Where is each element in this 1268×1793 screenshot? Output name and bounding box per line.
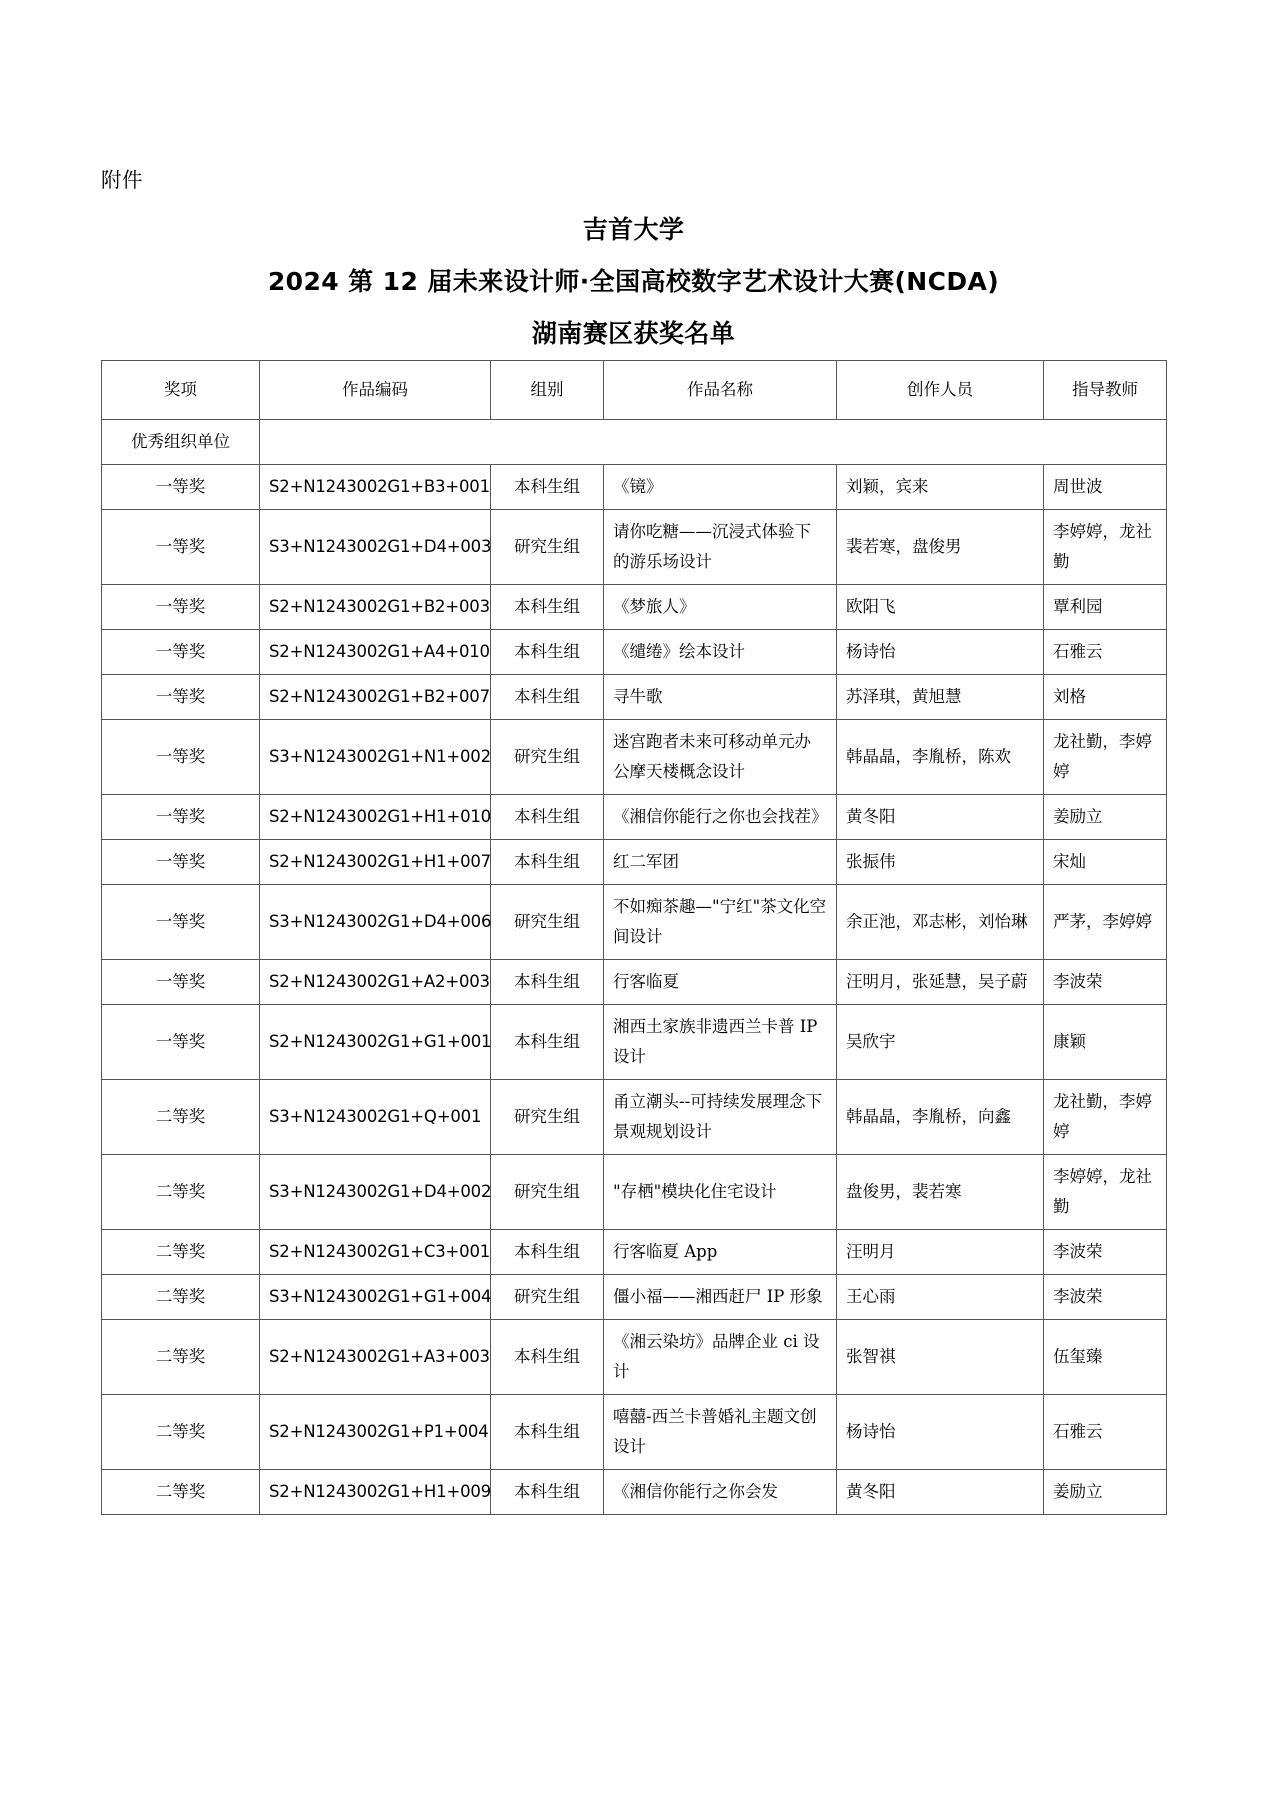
cell-award: 一等奖 bbox=[102, 840, 260, 885]
cell-group: 研究生组 bbox=[491, 510, 604, 585]
cell-creator: 余正池，邓志彬，刘怡琳 bbox=[837, 885, 1044, 960]
cell-group: 本科生组 bbox=[491, 630, 604, 675]
title-university: 吉首大学 bbox=[582, 215, 685, 244]
header-name: 作品名称 bbox=[604, 361, 837, 420]
table-row bbox=[102, 1080, 1167, 1155]
cell-code: S2+N1243002G1+B2+003 bbox=[260, 585, 491, 630]
cell-group: 本科生组 bbox=[491, 585, 604, 630]
cell-code: S3+N1243002G1+D4+003 bbox=[260, 510, 491, 585]
table-row bbox=[102, 1275, 1167, 1320]
cell-name: 行客临夏 bbox=[604, 960, 837, 1005]
table-row bbox=[102, 720, 1167, 795]
table-row bbox=[102, 1320, 1167, 1395]
cell-code: S2+N1243002G1+P1+004 bbox=[260, 1395, 491, 1470]
cell-creator: 张振伟 bbox=[837, 840, 1044, 885]
cell-award: 二等奖 bbox=[102, 1080, 260, 1155]
cell-creator: 张智祺 bbox=[837, 1320, 1044, 1395]
cell-name: 迷宫跑者未来可移动单元办公摩天楼概念设计 bbox=[604, 720, 837, 795]
cell-name: 红二军团 bbox=[604, 840, 837, 885]
cell-teacher: 龙社勤，李婷婷 bbox=[1044, 1080, 1167, 1155]
cell-creator: 吴欣宇 bbox=[837, 1005, 1044, 1080]
cell-creator: 王心雨 bbox=[837, 1275, 1044, 1320]
table-row bbox=[102, 840, 1167, 885]
table-row bbox=[102, 465, 1167, 510]
cell-group: 研究生组 bbox=[491, 1275, 604, 1320]
cell-award: 二等奖 bbox=[102, 1230, 260, 1275]
cell-merged-blank bbox=[260, 420, 1167, 465]
cell-group: 研究生组 bbox=[491, 1155, 604, 1230]
cell-creator: 裴若寒，盘俊男 bbox=[837, 510, 1044, 585]
cell-creator: 韩晶晶，李胤桥，向鑫 bbox=[837, 1080, 1044, 1155]
cell-award: 一等奖 bbox=[102, 1005, 260, 1080]
cell-code: S3+N1243002G1+D4+002 bbox=[260, 1155, 491, 1230]
cell-group: 研究生组 bbox=[491, 1080, 604, 1155]
cell-creator: 盘俊男，裴若寒 bbox=[837, 1155, 1044, 1230]
cell-code: S2+N1243002G1+G1+001 bbox=[260, 1005, 491, 1080]
cell-award: 一等奖 bbox=[102, 885, 260, 960]
cell-name: 甬立潮头--可持续发展理念下景观规划设计 bbox=[604, 1080, 837, 1155]
header-teacher: 指导教师 bbox=[1044, 361, 1167, 420]
table-row bbox=[102, 960, 1167, 1005]
cell-teacher: 李波荣 bbox=[1044, 960, 1167, 1005]
cell-award: 二等奖 bbox=[102, 1155, 260, 1230]
cell-creator: 黄冬阳 bbox=[837, 795, 1044, 840]
cell-code: S2+N1243002G1+H1+009 bbox=[260, 1470, 491, 1515]
cell-name: 请你吃糖——沉浸式体验下的游乐场设计 bbox=[604, 510, 837, 585]
table-row bbox=[102, 675, 1167, 720]
attachment-label: 附件 bbox=[101, 168, 143, 192]
cell-group: 本科生组 bbox=[491, 1395, 604, 1470]
table-body bbox=[102, 420, 1167, 1515]
document-title-block bbox=[101, 208, 1166, 356]
cell-teacher: 李婷婷，龙社勤 bbox=[1044, 510, 1167, 585]
cell-name: 寻牛歌 bbox=[604, 675, 837, 720]
cell-group: 本科生组 bbox=[491, 840, 604, 885]
cell-creator: 刘颖，宾来 bbox=[837, 465, 1044, 510]
cell-name: 《湘信你能行之你也会找茬》 bbox=[604, 795, 837, 840]
cell-code: S2+N1243002G1+B3+001 bbox=[260, 465, 491, 510]
cell-code: S2+N1243002G1+B2+007 bbox=[260, 675, 491, 720]
title-region-list: 湖南赛区获奖名单 bbox=[531, 319, 736, 348]
cell-name: 《镜》 bbox=[604, 465, 837, 510]
cell-group: 本科生组 bbox=[491, 795, 604, 840]
cell-award: 一等奖 bbox=[102, 630, 260, 675]
cell-group: 本科生组 bbox=[491, 465, 604, 510]
cell-creator: 汪明月，张延慧，吴子蔚 bbox=[837, 960, 1044, 1005]
cell-code: S3+N1243002G1+N1+002 bbox=[260, 720, 491, 795]
table-row bbox=[102, 420, 1167, 465]
table-header bbox=[102, 361, 1167, 420]
cell-code: S3+N1243002G1+Q+001 bbox=[260, 1080, 491, 1155]
cell-creator: 杨诗怡 bbox=[837, 1395, 1044, 1470]
table-header-row bbox=[102, 361, 1167, 420]
cell-teacher: 李波荣 bbox=[1044, 1275, 1167, 1320]
cell-name: 不如痴茶趣—"宁红"茶文化空间设计 bbox=[604, 885, 837, 960]
table-row bbox=[102, 1230, 1167, 1275]
cell-creator: 黄冬阳 bbox=[837, 1470, 1044, 1515]
cell-creator: 汪明月 bbox=[837, 1230, 1044, 1275]
cell-teacher: 周世波 bbox=[1044, 465, 1167, 510]
cell-name: 《湘信你能行之你会发 bbox=[604, 1470, 837, 1515]
cell-group: 本科生组 bbox=[491, 675, 604, 720]
cell-award: 一等奖 bbox=[102, 675, 260, 720]
cell-name: 《梦旅人》 bbox=[604, 585, 837, 630]
cell-teacher: 宋灿 bbox=[1044, 840, 1167, 885]
cell-code: S2+N1243002G1+H1+007 bbox=[260, 840, 491, 885]
cell-group: 研究生组 bbox=[491, 720, 604, 795]
cell-teacher: 严茅，李婷婷 bbox=[1044, 885, 1167, 960]
cell-group: 本科生组 bbox=[491, 1320, 604, 1395]
cell-name: 行客临夏 App bbox=[604, 1230, 837, 1275]
table-row bbox=[102, 1005, 1167, 1080]
cell-name: "存栖"模块化住宅设计 bbox=[604, 1155, 837, 1230]
cell-group: 本科生组 bbox=[491, 1230, 604, 1275]
cell-teacher: 龙社勤，李婷婷 bbox=[1044, 720, 1167, 795]
cell-teacher: 李婷婷，龙社勤 bbox=[1044, 1155, 1167, 1230]
cell-name: 《缱绻》绘本设计 bbox=[604, 630, 837, 675]
header-creator: 创作人员 bbox=[837, 361, 1044, 420]
cell-group: 本科生组 bbox=[491, 960, 604, 1005]
header-award: 奖项 bbox=[102, 361, 260, 420]
cell-award: 一等奖 bbox=[102, 795, 260, 840]
cell-teacher: 覃利园 bbox=[1044, 585, 1167, 630]
table-row bbox=[102, 585, 1167, 630]
cell-code: S2+N1243002G1+C3+001 bbox=[260, 1230, 491, 1275]
cell-group: 研究生组 bbox=[491, 885, 604, 960]
cell-teacher: 康颖 bbox=[1044, 1005, 1167, 1080]
table-row bbox=[102, 510, 1167, 585]
cell-teacher: 刘格 bbox=[1044, 675, 1167, 720]
cell-award: 优秀组织单位 bbox=[102, 420, 260, 465]
table-row bbox=[102, 1155, 1167, 1230]
cell-award: 二等奖 bbox=[102, 1470, 260, 1515]
cell-teacher: 李波荣 bbox=[1044, 1230, 1167, 1275]
cell-teacher: 姜励立 bbox=[1044, 795, 1167, 840]
cell-code: S2+N1243002G1+A4+010 bbox=[260, 630, 491, 675]
table-row bbox=[102, 885, 1167, 960]
cell-name: 湘西土家族非遗西兰卡普 IP 设计 bbox=[604, 1005, 837, 1080]
table-row bbox=[102, 630, 1167, 675]
cell-group: 本科生组 bbox=[491, 1005, 604, 1080]
cell-teacher: 姜励立 bbox=[1044, 1470, 1167, 1515]
cell-name: 嘻囍-西兰卡普婚礼主题文创设计 bbox=[604, 1395, 837, 1470]
cell-creator: 苏泽琪，黄旭慧 bbox=[837, 675, 1044, 720]
header-group: 组别 bbox=[491, 361, 604, 420]
cell-award: 一等奖 bbox=[102, 510, 260, 585]
cell-creator: 杨诗怡 bbox=[837, 630, 1044, 675]
cell-award: 二等奖 bbox=[102, 1320, 260, 1395]
table-row bbox=[102, 1470, 1167, 1515]
cell-award: 一等奖 bbox=[102, 585, 260, 630]
cell-group: 本科生组 bbox=[491, 1470, 604, 1515]
cell-teacher: 伍玺臻 bbox=[1044, 1320, 1167, 1395]
cell-creator: 欧阳飞 bbox=[837, 585, 1044, 630]
cell-code: S2+N1243002G1+H1+010 bbox=[260, 795, 491, 840]
cell-award: 一等奖 bbox=[102, 465, 260, 510]
cell-teacher: 石雅云 bbox=[1044, 1395, 1167, 1470]
award-list-table bbox=[101, 360, 1167, 1515]
header-code: 作品编码 bbox=[260, 361, 491, 420]
cell-award: 二等奖 bbox=[102, 1395, 260, 1470]
cell-award: 二等奖 bbox=[102, 1275, 260, 1320]
cell-award: 一等奖 bbox=[102, 960, 260, 1005]
cell-code: S3+N1243002G1+D4+006 bbox=[260, 885, 491, 960]
cell-name: 《湘云染坊》品牌企业 ci 设计 bbox=[604, 1320, 837, 1395]
cell-teacher: 石雅云 bbox=[1044, 630, 1167, 675]
cell-code: S2+N1243002G1+A3+003 bbox=[260, 1320, 491, 1395]
cell-code: S3+N1243002G1+G1+004 bbox=[260, 1275, 491, 1320]
cell-name: 僵小福——湘西赶尸 IP 形象 bbox=[604, 1275, 837, 1320]
table-row bbox=[102, 795, 1167, 840]
table-row bbox=[102, 1395, 1167, 1470]
cell-code: S2+N1243002G1+A2+003 bbox=[260, 960, 491, 1005]
cell-award: 一等奖 bbox=[102, 720, 260, 795]
cell-creator: 韩晶晶，李胤桥，陈欢 bbox=[837, 720, 1044, 795]
title-competition: 2024 第 12 届未来设计师·全国高校数字艺术设计大赛(NCDA) bbox=[267, 267, 1000, 296]
